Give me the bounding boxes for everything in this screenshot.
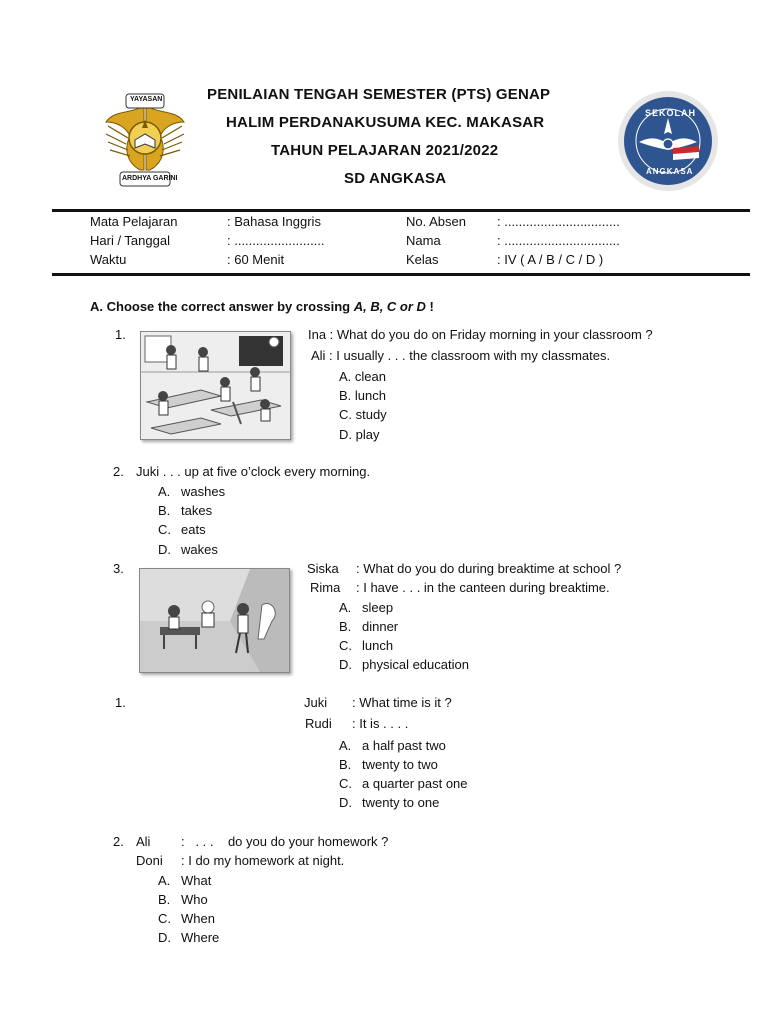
- question-2-option-a-letter: A.: [158, 484, 171, 499]
- question-5-option-c[interactable]: When: [181, 911, 215, 926]
- class-label: Kelas: [406, 252, 439, 267]
- question-2-option-b[interactable]: takes: [181, 503, 213, 518]
- exam-title: PENILAIAN TENGAH SEMESTER (PTS) GENAP: [207, 86, 551, 103]
- question-1-dialog-ina: Ina : What do you do on Friday morning in your classroom ?: [308, 327, 653, 342]
- question-3-option-c-letter: C.: [339, 638, 352, 653]
- question-5-option-a[interactable]: What: [181, 873, 212, 888]
- absence-number-value: : ................................: [497, 214, 620, 229]
- absence-number-label: No. Absen: [406, 214, 466, 229]
- question-2-option-a[interactable]: washes: [181, 484, 226, 499]
- question-3-option-b[interactable]: dinner: [362, 619, 399, 634]
- subject-value: : Bahasa Inggris: [227, 214, 321, 229]
- question-5-option-a-letter: A.: [158, 873, 171, 888]
- day-date-value: : .........................: [227, 233, 325, 248]
- question-5-dialog-ali: : . . . do you do your homework ?: [181, 834, 389, 849]
- question-5-number: 2.: [113, 834, 124, 849]
- question-3-option-d-letter: D.: [339, 657, 352, 672]
- sekolah-angkasa-logo: [617, 88, 719, 194]
- subject-label: Mata Pelajaran: [90, 214, 178, 229]
- question-4-option-a[interactable]: a half past two: [362, 738, 446, 753]
- question-1-option-d[interactable]: D. play: [339, 427, 380, 442]
- question-3-speaker-siska: Siska: [307, 561, 339, 576]
- instruction-end: !: [425, 299, 434, 314]
- question-5-option-d[interactable]: Where: [181, 930, 220, 945]
- question-3-dialog-siska: : What do you do during breaktime at school ?: [356, 561, 622, 576]
- question-2-stem: Juki . . . up at five o’clock every morning.: [136, 464, 371, 479]
- school-district: HALIM PERDANAKUSUMA KEC. MAKASAR: [226, 114, 545, 131]
- question-4-option-d[interactable]: twenty to one: [362, 795, 440, 810]
- question-4-option-c-letter: C.: [339, 776, 352, 791]
- info-top-rule: [52, 209, 750, 212]
- classroom-cleaning-illustration: [140, 331, 291, 440]
- question-3-option-a-letter: A.: [339, 600, 352, 615]
- question-4-dialog-juki: : What time is it ?: [352, 695, 452, 710]
- question-3-speaker-rima: Rima: [310, 580, 341, 595]
- canteen-illustration: [139, 568, 290, 673]
- question-4-option-b-letter: B.: [339, 757, 352, 772]
- time-label: Waktu: [90, 252, 127, 267]
- question-3-option-d[interactable]: physical education: [362, 657, 469, 672]
- day-date-label: Hari / Tanggal: [90, 233, 170, 248]
- name-label: Nama: [406, 233, 441, 248]
- info-bottom-rule: [52, 273, 750, 276]
- question-5-option-b-letter: B.: [158, 892, 171, 907]
- question-2-option-b-letter: B.: [158, 503, 171, 518]
- question-3-number: 3.: [113, 561, 124, 576]
- question-2-option-c-letter: C.: [158, 522, 171, 537]
- question-5-option-c-letter: C.: [158, 911, 171, 926]
- question-4-number: 1.: [115, 695, 126, 710]
- section-instruction: [90, 299, 434, 314]
- time-value: : 60 Menit: [227, 252, 285, 267]
- academic-year: TAHUN PELAJARAN 2021/2022: [271, 142, 499, 159]
- sekolah-angkasa-logo-bottom-text: ANGKASA: [646, 167, 694, 176]
- question-1-option-c[interactable]: C. study: [339, 407, 387, 422]
- question-4-speaker-rudi: Rudi: [305, 716, 332, 731]
- yayasan-logo-top-text: YAYASAN: [130, 96, 163, 103]
- question-4-option-c[interactable]: a quarter past one: [362, 776, 468, 791]
- question-2-option-d[interactable]: wakes: [181, 542, 218, 557]
- question-5-speaker-ali: Ali: [136, 834, 151, 849]
- question-4-option-b[interactable]: twenty to two: [362, 757, 438, 772]
- question-5-dialog-doni: : I do my homework at night.: [181, 853, 345, 868]
- question-5-option-b[interactable]: Who: [181, 892, 208, 907]
- question-5-speaker-doni: Doni: [136, 853, 163, 868]
- school-name: SD ANGKASA: [344, 170, 447, 187]
- question-2-option-d-letter: D.: [158, 542, 171, 557]
- question-3-option-b-letter: B.: [339, 619, 352, 634]
- question-4-dialog-rudi: : It is . . . .: [352, 716, 409, 731]
- question-4-speaker-juki: Juki: [304, 695, 328, 710]
- question-1-option-a[interactable]: A. clean: [339, 369, 386, 384]
- yayasan-logo-bottom-text: ARDHYA GARINI: [122, 175, 178, 182]
- question-1-dialog-ali: Ali : I usually . . . the classroom with my classmates.: [311, 348, 611, 363]
- question-4-option-a-letter: A.: [339, 738, 352, 753]
- sekolah-angkasa-logo-top-text: SEKOLAH: [645, 108, 697, 118]
- question-3-option-c[interactable]: lunch: [362, 638, 394, 653]
- question-4-option-d-letter: D.: [339, 795, 352, 810]
- question-5-option-d-letter: D.: [158, 930, 171, 945]
- question-1-option-b[interactable]: B. lunch: [339, 388, 386, 403]
- instruction-options: A, B, C or D: [353, 299, 426, 314]
- class-value: : IV ( A / B / C / D ): [497, 252, 604, 267]
- question-2-number: 2.: [113, 464, 124, 479]
- question-1-number: 1.: [115, 327, 126, 342]
- question-3-option-a[interactable]: sleep: [362, 600, 394, 615]
- instruction-text: A. Choose the correct answer by crossing: [90, 299, 354, 314]
- question-2-option-c[interactable]: eats: [181, 522, 206, 537]
- yayasan-logo: [100, 86, 190, 192]
- name-value: : ................................: [497, 233, 620, 248]
- question-3-dialog-rima: : I have . . . in the canteen during breaktime.: [356, 580, 610, 595]
